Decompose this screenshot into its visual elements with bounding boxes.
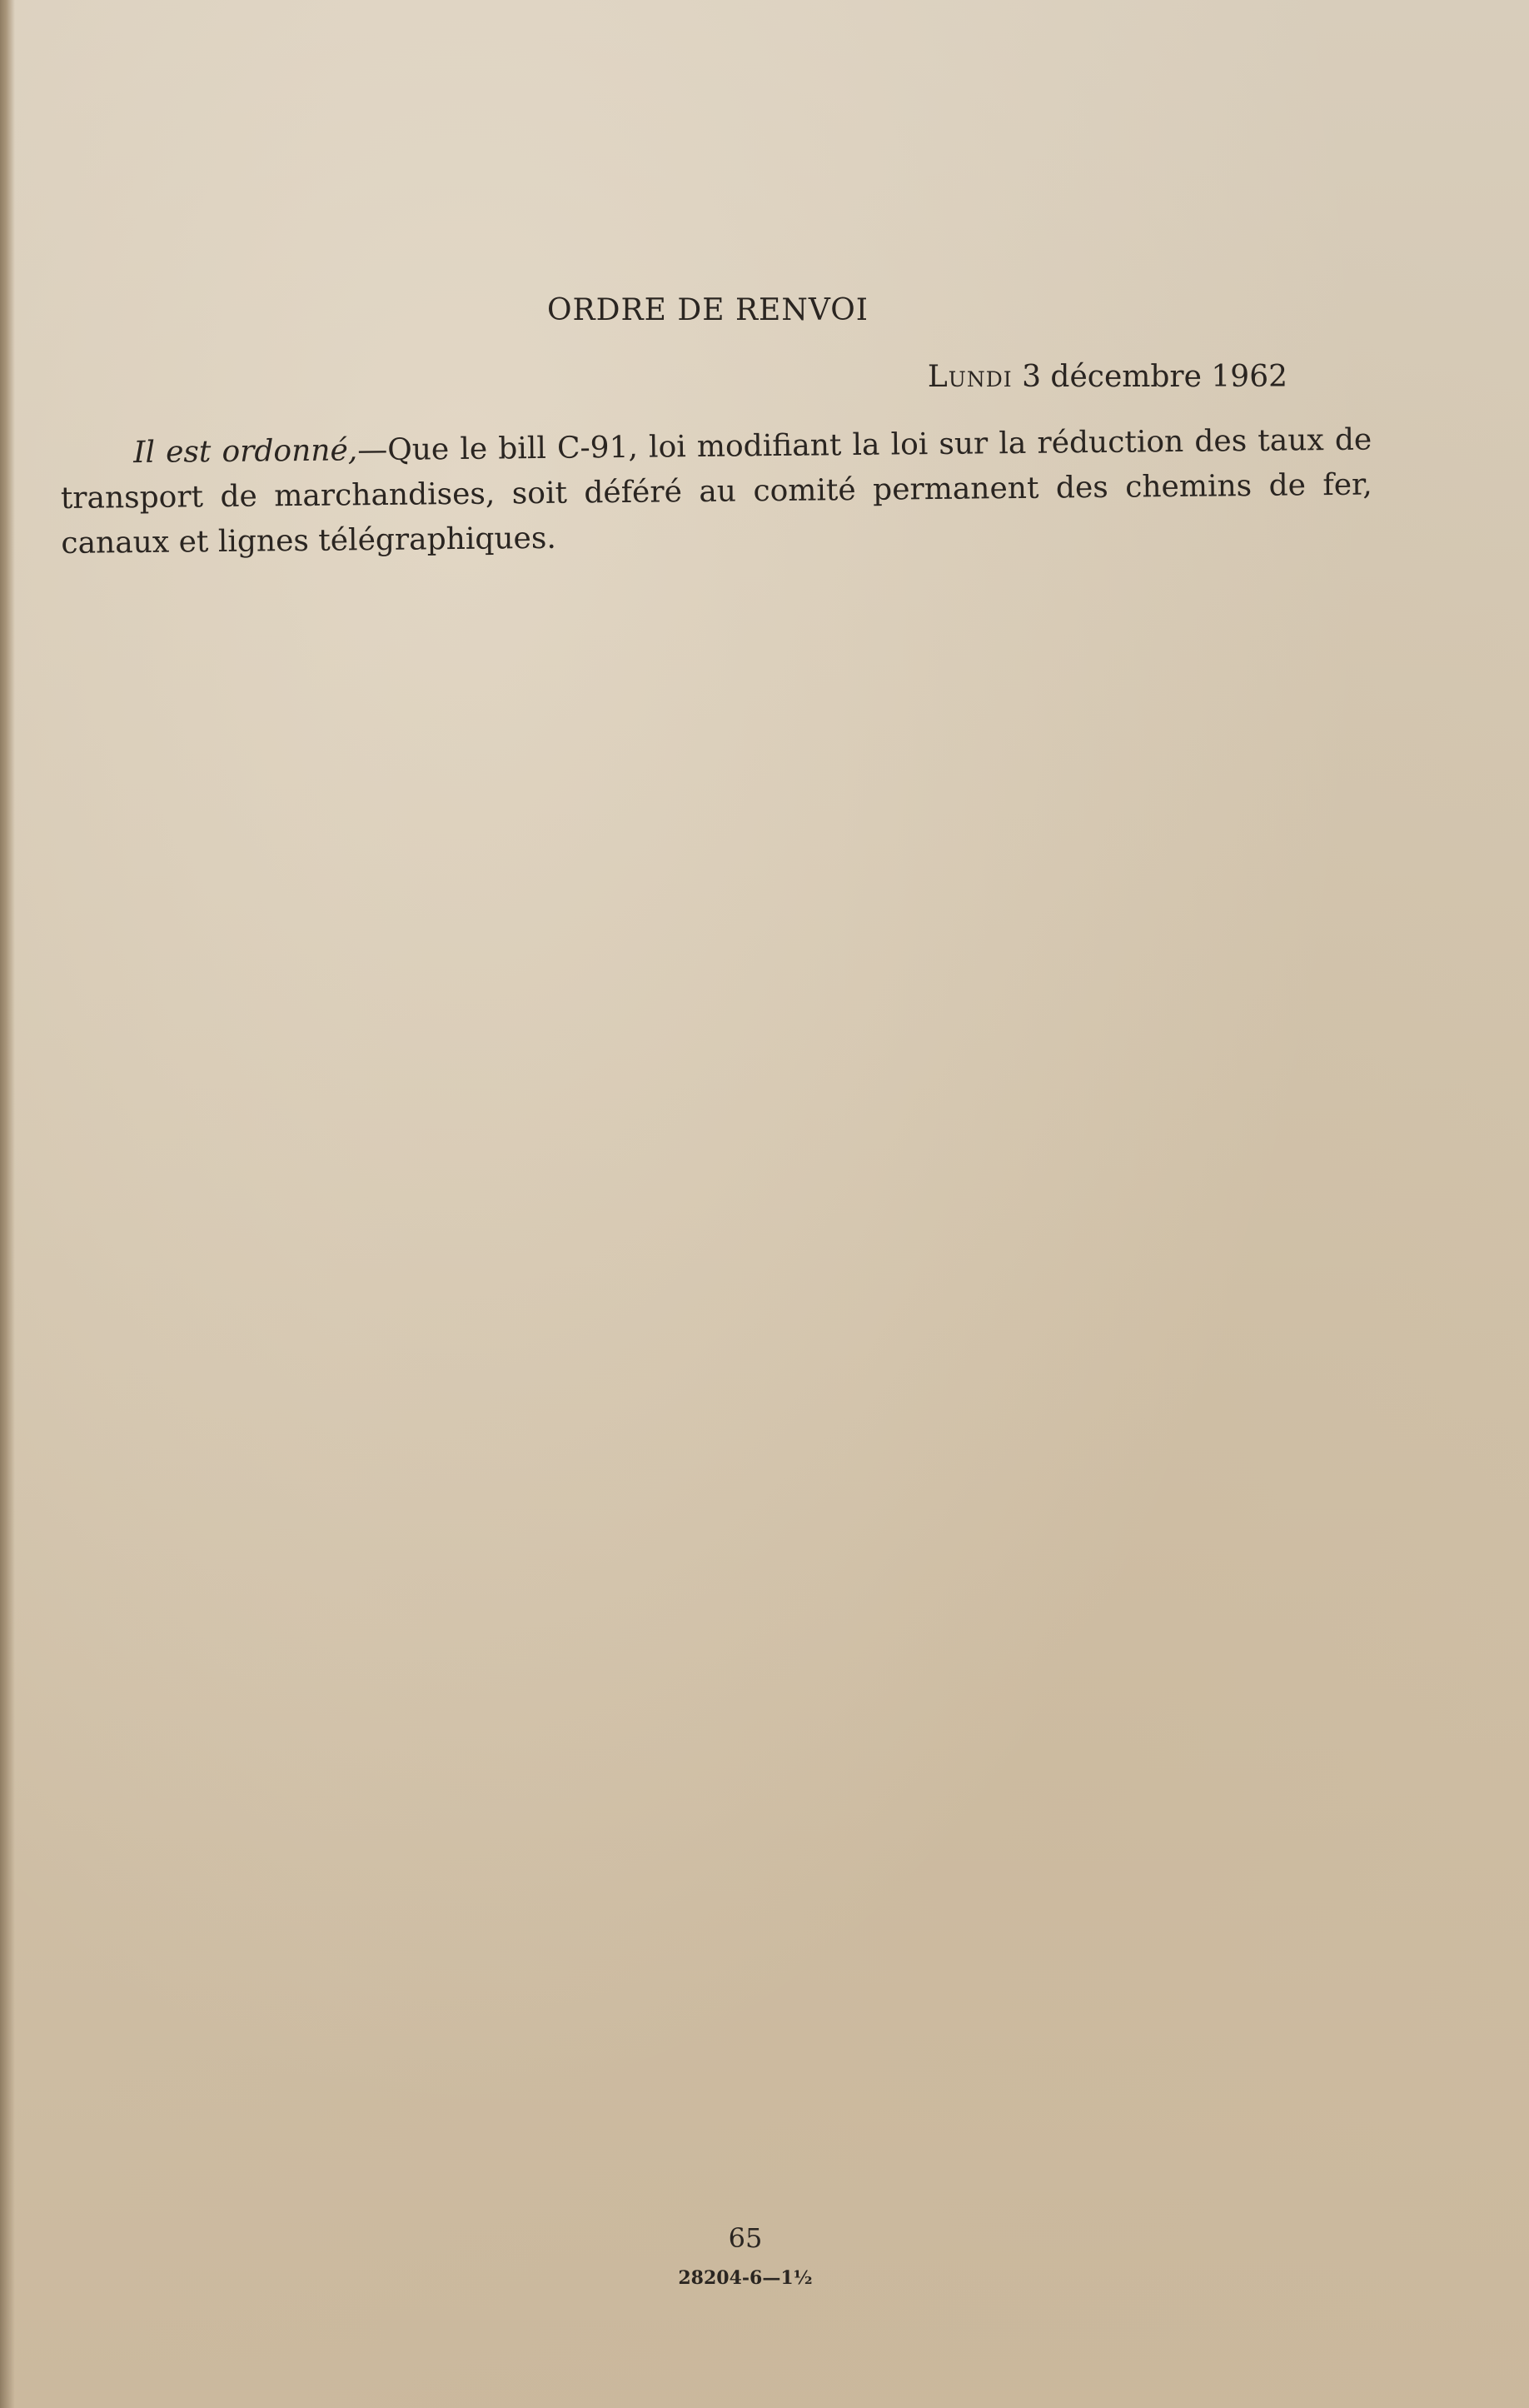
order-date-weekday: Lundi	[927, 360, 1013, 394]
print-code: 28204-6—1½	[678, 2267, 813, 2289]
order-date	[928, 360, 1287, 394]
order-body: —Que le bill C-91, loi modifiant la loi sur la réduction des taux de transport de marchandises, soit déféré au comité permanent des chemins de fer, canaux et lignes télégraphiques.	[60, 422, 1372, 561]
order-paragraph	[60, 418, 1373, 566]
order-lead: Il est ordonné,	[133, 433, 358, 471]
binding-edge	[0, 0, 15, 2408]
order-date-rest: 3 décembre 1962	[1022, 360, 1287, 394]
document-title: ORDRE DE RENVOI	[547, 293, 869, 327]
page-number: 65	[728, 2222, 763, 2254]
